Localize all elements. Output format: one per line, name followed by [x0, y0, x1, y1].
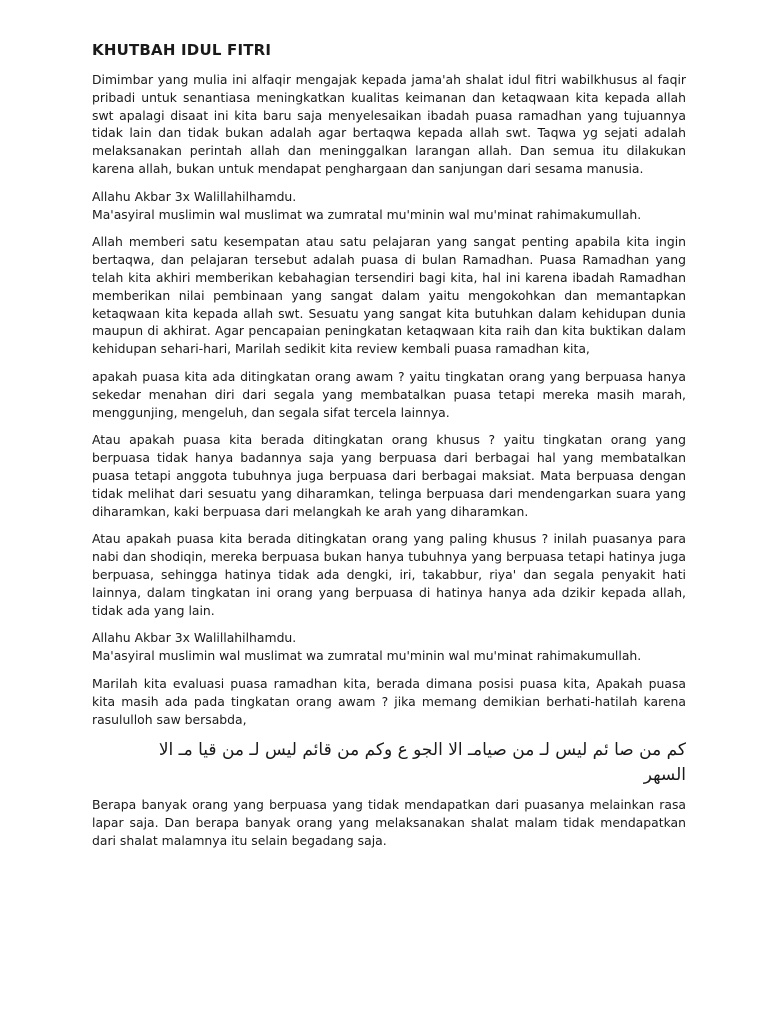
salutation-block-1 [92, 188, 686, 224]
salutation-block-2 [92, 629, 686, 665]
salutation-takbir: Allahu Akbar 3x Walillahilhamdu. [92, 188, 297, 204]
salutation-greeting: Ma'asyiral muslimin wal muslimat wa zumratal mu'minin wal mu'minat rahimakumullah. [92, 206, 642, 222]
paragraph-ramadhan-lesson: Allah memberi satu kesempatan atau satu pelajaran yang sangat penting apabila kita ingin bertaqwa, dan pelajaran tersebut adalah puasa di bulan Ramadhan. Puasa Ramadhan yang telah kita akhiri memberikan kebahagian tersendiri bagi kita, hal ini karena ibadah Ramadhan memberikan nilai pembinaan yang sangat dalam yaitu mengokohkan dan memantapkan ketaqwaan kita kepada allah swt. Sesuatu yang sangat kita butuhkan dalam kehidupan dunia maupun di akhirat. Agar pencapaian peningkatan ketaqwaan kita raih dan kita buktikan dalam kehidupan sehari-hari, Marilah sedikit kita review kembali puasa ramadhan kita, [92, 234, 686, 357]
salutation-takbir: Allahu Akbar 3x Walillahilhamdu. [92, 630, 297, 646]
document-page [92, 40, 686, 860]
arabic-hadith: كم من صا ئم ليس لـ من صيامـ الا الجو ع وكم من قائم ليس لـ من قيا مـ الا السهر [158, 740, 686, 786]
paragraph-orang-khusus: Atau apakah puasa kita berada ditingkatan orang khusus ? yaitu tingkatan orang yang berpuasa tidak hanya badannya saja yang berpuasa dari berbagai hal yang membatalkan puasa tetapi anggota tubuhnya juga berpuasa dari berbagai maksiat. Mata berpuasa dengan tidak melihat dari sesuatu yang diharamkan, telinga berpuasa dari mendengarkan suara yang diharamkan, kaki berpuasa dari melangkah ke arah yang diharamkan. [92, 432, 686, 519]
paragraph-opening: Dimimbar yang mulia ini alfaqir mengajak kepada jama'ah shalat idul fitri wabilkhusus al faqir pribadi untuk senantiasa meningkatkan kualitas keimanan dan ketaqwaan kita kepada allah swt apalagi disaat ini kita baru saja menyelesaikan ibadah puasa ramadhan yang tujuannya tidak lain dan tidak bukan adalah agar bertaqwa kepada allah swt. Taqwa yg sejati adalah melaksanakan perintah allah dan meninggalkan larangan allah. Dan semua itu dilakukan karena allah, bukan untuk mendapat penghargaan dan sanjungan dari sesama manusia. [92, 72, 686, 176]
paragraph-evaluasi: Marilah kita evaluasi puasa ramadhan kita, berada dimana posisi puasa kita, Apakah puasa kita masih ada pada tingkatan orang awam ? jika memang demikian berhati-hatilah karena rasululloh saw bersabda, [92, 675, 686, 727]
paragraph-hadith-translation: Berapa banyak orang yang berpuasa yang tidak mendapatkan dari puasanya melainkan rasa lapar saja. Dan berapa banyak orang yang melaksanakan shalat malam tidak mendapatkan dari shalat malamnya itu selain begadang saja. [92, 797, 686, 848]
salutation-greeting: Ma'asyiral muslimin wal muslimat wa zumratal mu'minin wal mu'minat rahimakumullah. [92, 648, 642, 664]
document-title: KHUTBAH IDUL FITRI [92, 41, 272, 59]
paragraph-orang-awam: apakah puasa kita ada ditingkatan orang awam ? yaitu tingkatan orang yang berpuasa hanya sekedar menahan diri dari segala yang membatalkan puasa tetapi mereka masih marah, menggunjing, mengeluh, dan segala sifat tercela lainnya. [92, 368, 686, 420]
paragraph-paling-khusus: Atau apakah puasa kita berada ditingkatan orang yang paling khusus ? inilah puasanya para nabi dan shodiqin, mereka berpuasa bukan hanya tubuhnya yang berpuasa tetapi hatinya juga berpuasa, sehingga hatinya tidak ada dengki, iri, takabbur, riya' dan segala penyakit hati lainnya, dalam tingkatan ini orang yang berpuasa di hatinya hanya ada dzikir kepada allah, tidak ada yang lain. [92, 531, 686, 618]
